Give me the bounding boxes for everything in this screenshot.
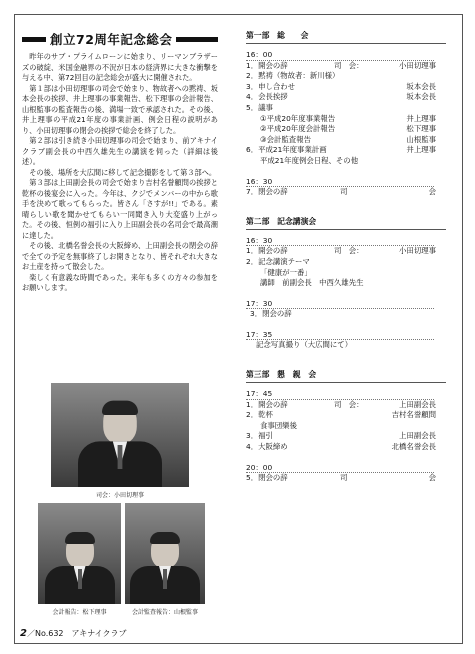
program-item [246, 431, 446, 442]
program-item [246, 278, 446, 289]
program-item [246, 114, 446, 125]
photo-accounting-report [38, 503, 121, 604]
program-item-text: 3．申し合わせ [246, 81, 296, 91]
program-item [246, 442, 446, 453]
program-item [246, 156, 446, 167]
program-item [246, 61, 446, 72]
photo-caption: 会計監査報告：山根監事 [131, 609, 198, 616]
program-item-person: 吉村名誉顧問 [391, 410, 436, 420]
program-item-person: 坂本会長 [406, 81, 436, 91]
program-part2-title: 第二部 記念講演会 [246, 216, 446, 228]
article-column [22, 30, 218, 294]
program-item-text: 2．乾杯 [246, 410, 273, 420]
program-item-text: 2．黙祷（物故者：新川様） [246, 71, 340, 81]
program-item-text: 講師 前副会長 中西久雄先生 [260, 278, 364, 288]
article-title: 創立72周年記念総会 [50, 32, 173, 47]
program-part1-items [246, 61, 446, 167]
program-item: 5．閉会の辞 司 会 [246, 473, 436, 483]
page-number: 2 [20, 628, 27, 639]
program-item-person: 井上理事 [406, 113, 436, 123]
program-item [246, 145, 446, 156]
article-paragraph: その後、北橋名誉会長の大阪締め、上田副会長の閉会の辞で全ての予定を無事終了しお開きとなり、皆それぞれ大きなお土産を持って散会した。 [22, 241, 218, 271]
program-item-person: 北橋名誉会長 [391, 442, 436, 452]
program-item-person: 井上理事 [406, 145, 436, 155]
article-paragraph: 第３部は上田副会長の司会で始まり吉村名誉顧問の挨拶と乾杯の後宴会に入った。今年は、クジでメンバーの中から歌手を決めて歌ってもらった。皆さん「さすが!!」である。素晴らしい歌を聞かせてもらい一同聞き入り大変盛り上がった。その後、恒例の福引に入り上田副会長の名司会で最高潮に達した。 [22, 178, 218, 240]
program-item [246, 92, 446, 103]
article-paragraph: 昨年のサブ・プライムローンに始まり、リーマンブラザーズの破綻、米国金融界の不況が日本の経済界に大きな衝撃を与える中、第72回目の記念総会が盛大に開催された。 [22, 52, 218, 82]
program-item-text: 2．記念講演テーマ [246, 256, 310, 266]
program-item-role: 司 会： [334, 60, 364, 70]
program-item-text: 1．開会の辞 [246, 399, 288, 409]
program-item-text: 6．平成21年度事業計画 [246, 145, 327, 155]
program-item-role: 司 会： [334, 399, 364, 409]
program-item-text: 3．福引 [246, 431, 273, 441]
program-part3-items [246, 400, 446, 453]
program-item-text: ③会計監査報告 [260, 134, 311, 144]
program-item-person: 上田副会長 [399, 399, 436, 409]
program-time: 17：30 [246, 299, 446, 310]
program-item [246, 135, 446, 146]
issue-label: ／No.632 アキナイクラブ [26, 629, 127, 638]
program-item [246, 246, 446, 257]
program-item-person: 小田切理事 [399, 60, 436, 70]
program-item [246, 124, 446, 135]
title-bar-left-rule [22, 37, 46, 42]
photo-caption: 会計報告：松下理事 [52, 609, 107, 616]
program-item-text: 平成21年度例会日程、その他 [260, 155, 359, 165]
program-item-person: 山根監事 [406, 134, 436, 144]
program-item: 記念写真撮り（大広間にて） [256, 340, 353, 350]
article-paragraph: その後、場所を大広間に移して記念撮影をして第３部へ。 [29, 167, 217, 177]
program-item-person: 小田切理事 [399, 246, 436, 256]
article-title-bar [22, 30, 218, 48]
program-item [246, 268, 446, 279]
program-item [246, 400, 446, 411]
program-item [246, 257, 446, 268]
article-paragraph: 楽しく有意義な時間であった。来年も多くの方々の参加をお願いします。 [22, 272, 218, 292]
program-item-text: 4．会長挨拶 [246, 92, 288, 102]
program-item-text: 4．大阪締め [246, 442, 288, 452]
program-item-text: 食事団欒後 [260, 420, 297, 430]
program-item-text: ②平成20年度会計報告 [260, 124, 336, 134]
photo-caption: 司会：小田切理事 [95, 492, 144, 499]
program-item [246, 82, 446, 93]
program-time: 17：45 [246, 389, 446, 400]
program-time: 16：30 [246, 177, 446, 188]
program-part2-items [246, 246, 446, 288]
program-item-text: 5．議事 [246, 102, 273, 112]
photo-audit-report [125, 503, 205, 604]
program-time: 16：00 [246, 50, 446, 61]
page-footer [20, 628, 126, 639]
article-paragraph: 第１部は小田切理事の司会で始まり、物故者への黙祷、坂本会長の挨拶、井上理事の事業報告、松下理事の会計報告、山根監事の監査報告の後、満場一致で承認された。その後、井上理事の平成21年度の事業計画、例会日程の説明があり、小田切理事の閉会の挨拶で総会を終了した。 [22, 83, 218, 135]
program-item-person: 坂本会長 [406, 92, 436, 102]
program-item: 3．閉会の辞 [250, 309, 292, 319]
program-item-person: 上田副会長 [399, 431, 436, 441]
program-item-text: ①平成20年度事業報告 [260, 113, 336, 123]
program-item-text: 「健康が一番」 [260, 267, 312, 277]
program-item-text: 1．開会の辞 [246, 60, 288, 70]
program-item [246, 410, 446, 421]
program-item-person: 松下理事 [406, 124, 436, 134]
article-body [22, 52, 218, 294]
program-column [246, 30, 446, 484]
program-time: 20：00 [246, 463, 446, 474]
program-item-role: 司 会： [334, 246, 364, 256]
photo-moderator [51, 383, 189, 487]
program-time: 16：30 [246, 236, 446, 247]
program-part3-title: 第三部 懇 親 会 [246, 369, 446, 381]
program-part1-title: 第一部 総 会 [246, 30, 446, 42]
program-time: 17：35 [246, 330, 446, 341]
person-figure [78, 403, 162, 487]
article-paragraph: 第２部は引き続き小田切理事の司会で始まり、前アキナイクラブ副会長の中西久雄先生の講演を伺った（詳細は後述）。 [22, 136, 218, 166]
program-item [246, 103, 446, 114]
program-item [246, 71, 446, 82]
program-item-text: 1．開会の辞 [246, 246, 288, 256]
program-item: 7．閉会の辞 司 会 [246, 187, 436, 197]
program-item [246, 421, 446, 432]
person-figure [45, 534, 115, 604]
title-bar-right-rule [176, 37, 218, 42]
person-figure [130, 534, 200, 604]
